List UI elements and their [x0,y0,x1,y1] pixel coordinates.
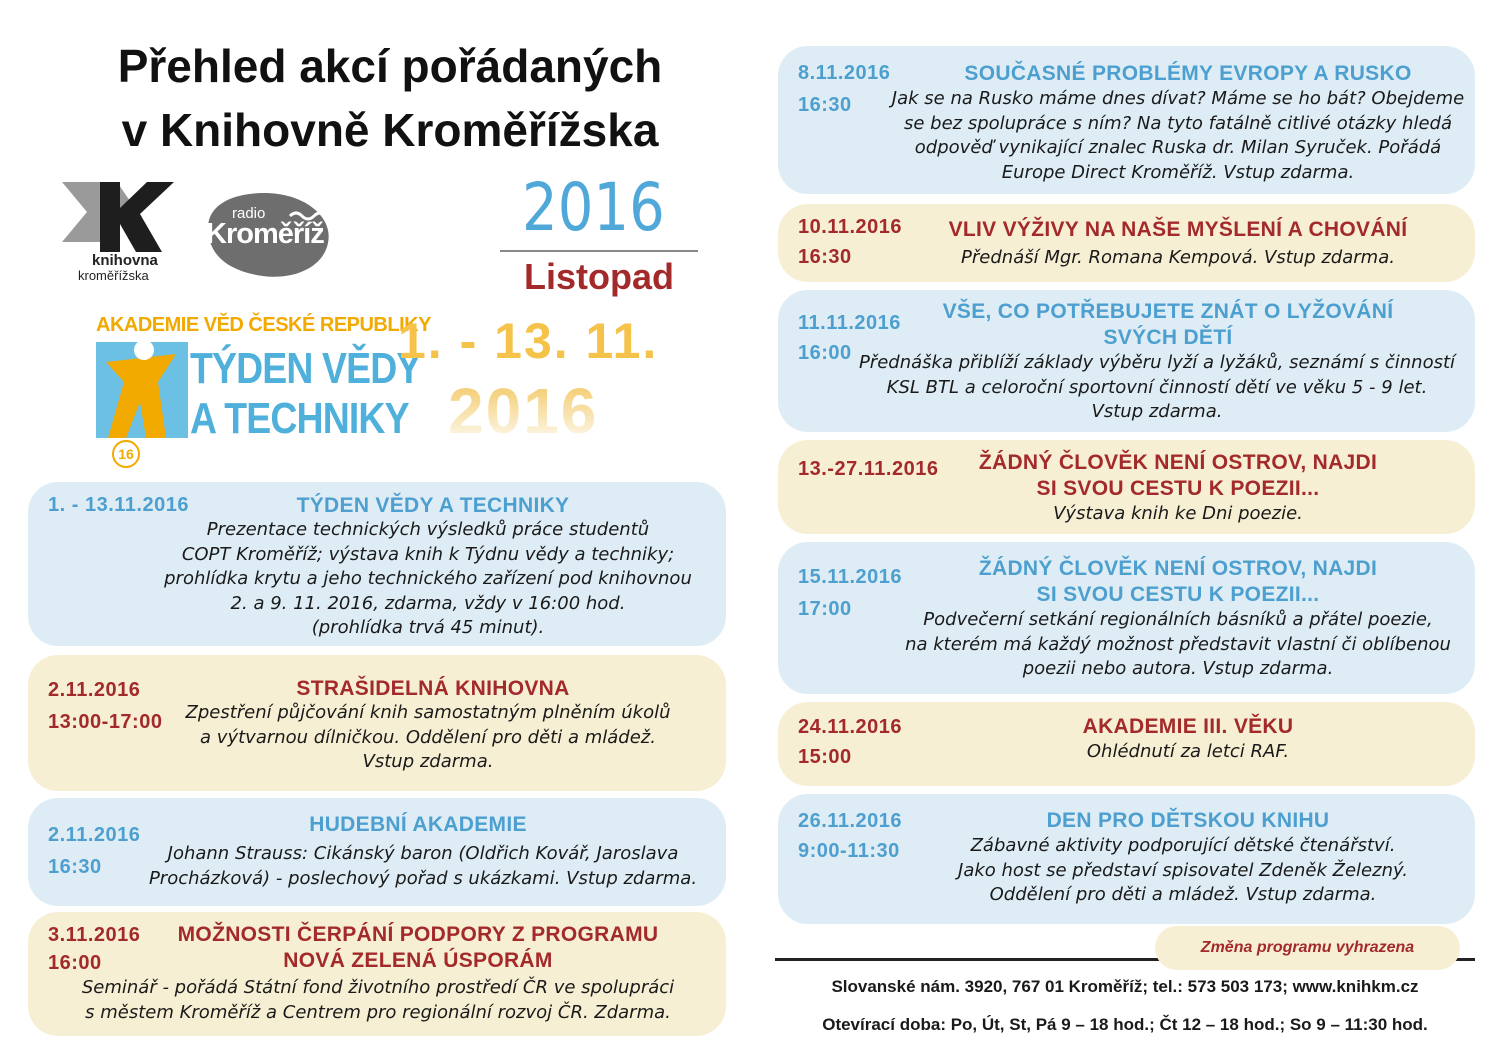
footer-address: Slovanské nám. 3920, 767 01 Kroměříž; tel.: 573 503 173; www.knihkm.cz [831,977,1419,996]
event-title: VLIV VÝŽIVY NA NAŠE MYŠLENÍ A CHOVÁNÍ [948,218,1408,241]
science-week-title-line1: TÝDEN VĚDY [190,344,421,393]
event-description: Prezentace technických výsledků práce studentů COPT Kroměříž; výstava knih k Týdnu vědy a techniky; prohlídka krytu a jeho technického zařízení pod knihovnou 2. a 9. 11. 2016, zdarma, vždy v 16:00 hod. (prohlídka trvá 45 minut). [164,519,692,638]
science-week-figure-icon [96,342,188,470]
event-card [778,794,1475,924]
event-card [778,542,1475,694]
event-card [28,655,726,791]
event-description: Zpestření půjčování knih samostatným plněním úkolů a výtvarnou dílničkou. Oddělení pro děti a mládež. Vstup zdarma. [185,702,671,772]
event-card [778,702,1475,786]
event-date: 24.11.2016 [798,716,902,738]
library-logo-name: knihovna [92,252,158,269]
header-month: Listopad [524,256,674,297]
page-title-line2: v Knihovně Kroměřížska [121,104,659,156]
event-description: Johann Strauss: Cikánský baron (Oldřich Kovář, Jaroslava Procházková) - poslechový pořad s ukázkami. Vstup zdarma. [148,843,698,889]
event-title: ŽÁDNÝ ČLOVĚK NENÍ OSTROV, NAJDI SI SVOU CESTU K POEZII... [978,451,1378,500]
program-change-notice: Změna programu vyhrazena [1155,926,1460,970]
event-date: 8.11.2016 [798,62,891,84]
event-date: 3.11.2016 [48,924,141,946]
year-divider [500,250,698,252]
science-week-badge: 16 [112,440,140,468]
event-title: MOŽNOSTI ČERPÁNÍ PODPORY Z PROGRAMU NOVÁ ZELENÁ ÚSPORÁM [177,923,659,972]
event-title: HUDEBNÍ AKADEMIE [309,813,527,836]
event-card [28,798,726,906]
event-date: 13.-27.11.2016 [798,458,939,480]
page-title-line1: Přehled akcí pořádaných [117,40,663,92]
event-description: Přednáška přiblíží základy výběru lyží a lyžáků, seznámí s činností KSL BTL a celoroční sportovní činností dětí ve věku 5 - 9 let. Vstup zdarma. [858,352,1456,422]
event-time: 16:30 [48,856,102,878]
event-description: Ohlédnutí za letci RAF. [1086,741,1290,762]
event-date: 10.11.2016 [798,216,902,238]
event-description: Jak se na Rusko máme dnes dívat? Máme se ho bát? Obejdeme se bez spolupráce s ním? Na tyto fatálně citlivé otázky hledá odpověď vynikající znalec Ruska dr. Milan Syruček. Pořádá Europe Direct Kroměříž. Vstup zdarma. [891,88,1465,183]
event-card [778,290,1475,432]
event-description: Výstava knih ke Dni poezie. [1053,503,1303,524]
event-card [778,440,1475,534]
event-title: TÝDEN VĚDY A TECHNIKY [296,494,570,517]
event-time: 16:00 [48,952,102,974]
event-time: 13:00-17:00 [48,711,163,733]
header-year: 2016 [522,169,665,246]
event-title: STRAŠIDELNÁ KNIHOVNA [296,677,570,700]
event-description: Zábavné aktivity podporující dětské čtenářství. Jako host se představí spisovatel Zdeněk Železný. Oddělení pro děti a mládež. Vstup zdarma. [958,835,1408,905]
science-week-dates: 1. - 13. 11. [398,313,659,369]
science-week-title-line2: A TECHNIKY [190,394,409,443]
science-week-academy: AKADEMIE VĚD ČESKÉ REPUBLIKY [96,314,431,336]
event-time: 9:00-11:30 [798,840,900,862]
event-time: 17:00 [798,598,852,620]
event-card [778,204,1475,282]
event-date: 11.11.2016 [798,312,901,334]
event-description: Seminář - pořádá Státní fond životního prostředí ČR ve spolupráci s městem Kroměříž a Centrem pro regionální rozvoj ČR. Zdarma. [81,977,675,1023]
event-date: 26.11.2016 [798,810,902,832]
footer-opening-hours: Otevírací doba: Po, Út, St, Pá 9 – 18 hod.; Čt 12 – 18 hod.; So 9 – 11:30 hod. [822,1015,1428,1034]
event-date: 2.11.2016 [48,679,141,701]
radio-logo-small-text: radio [232,205,266,222]
event-title: ŽÁDNÝ ČLOVĚK NENÍ OSTROV, NAJDI SI SVOU CESTU K POEZII... [978,557,1378,606]
event-time: 15:00 [798,746,852,768]
science-week-year: 2016 [448,375,599,447]
event-title: VŠE, CO POTŘEBUJETE ZNÁT O LYŽOVÁNÍ SVÝCH DĚTÍ [942,300,1394,349]
event-date: 1. - 13.11.2016 [48,494,189,516]
event-time: 16:30 [798,246,852,268]
event-description: Podvečerní setkání regionálních básníků a přátel poezie, na kterém má každý možnost představit vlastní či oblíbenou poezii nebo autora. Vstup zdarma. [905,609,1451,679]
event-title: AKADEMIE III. VĚKU [1082,715,1294,738]
radio-logo-big-text: Kroměříž [206,218,324,250]
event-title: SOUČASNÉ PROBLÉMY EVROPY A RUSKO [964,62,1412,85]
library-logo-place: kroměřížska [78,268,149,283]
event-card [778,46,1475,194]
event-date: 15.11.2016 [798,566,902,588]
event-card [28,482,726,646]
event-card [28,912,726,1036]
event-time: 16:00 [798,342,852,364]
event-title: DEN PRO DĚTSKOU KNIHU [1046,809,1330,832]
event-time: 16:30 [798,94,852,116]
event-description: Přednáší Mgr. Romana Kempová. Vstup zdarma. [961,247,1395,268]
event-date: 2.11.2016 [48,824,141,846]
